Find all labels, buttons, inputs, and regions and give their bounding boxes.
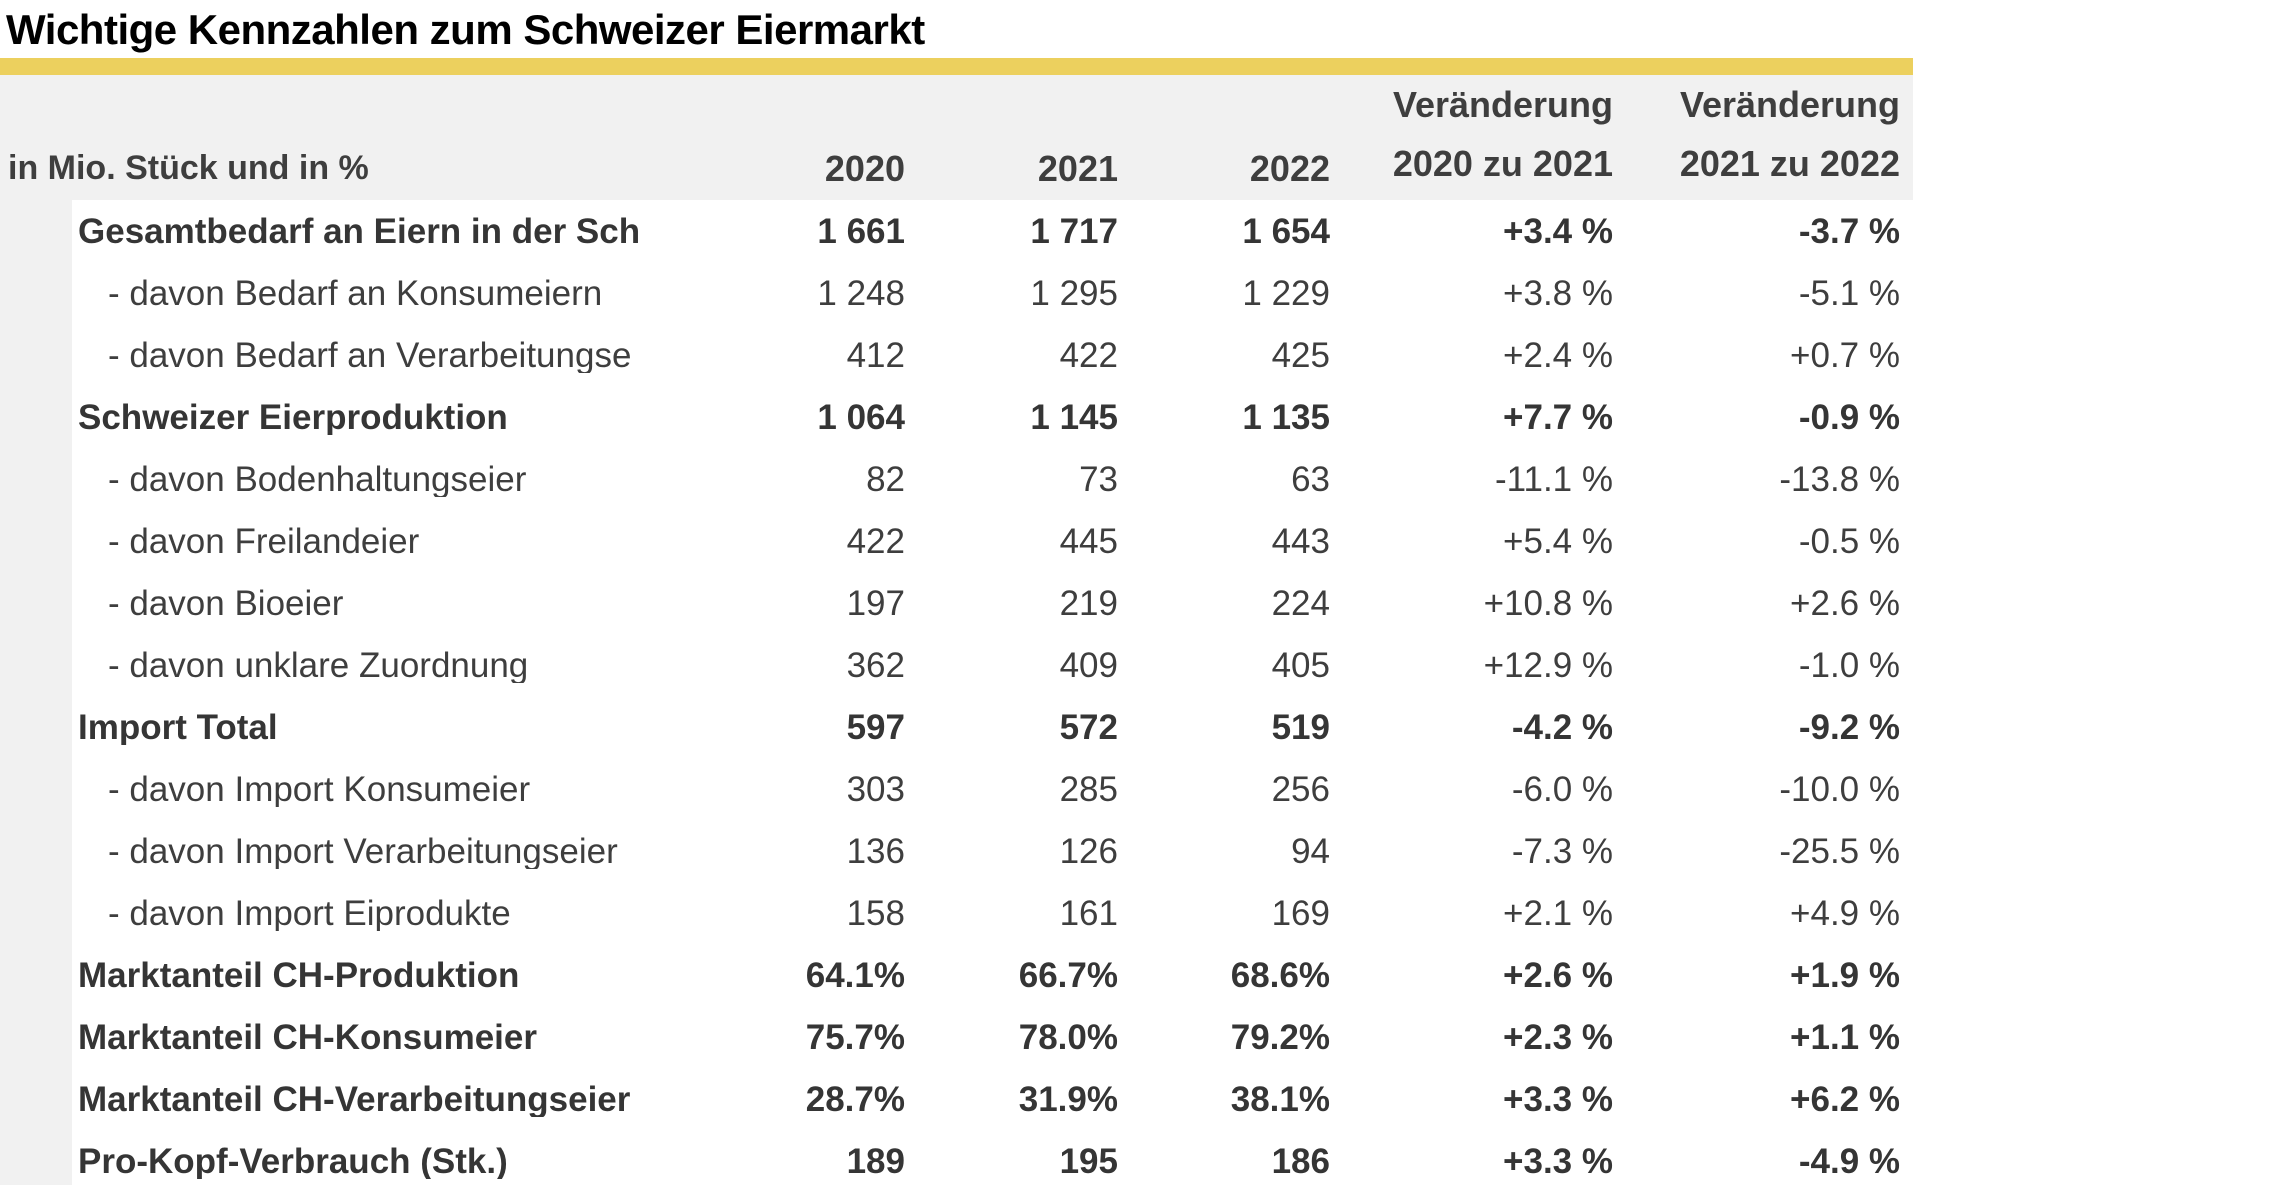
column-header-2022: 2022 <box>1249 148 1330 189</box>
row-label: Gesamtbedarf an Eiern in der Sch <box>78 213 641 249</box>
value-2021: 1 145 <box>1030 397 1118 437</box>
value-2021: 285 <box>1059 769 1118 809</box>
value-2020: 189 <box>846 1141 905 1181</box>
table-row <box>0 820 1900 882</box>
row-label: Import Total <box>78 709 278 745</box>
accent-bar <box>0 58 1913 75</box>
value-2022: 68.6% <box>1230 955 1330 995</box>
row-label: - davon Import Eiprodukte <box>108 895 511 931</box>
value-change-2020-2021: +2.1 % <box>1503 893 1613 933</box>
column-header-change-2021-2022 <box>1613 75 1900 201</box>
row-label: - davon Bedarf an Konsumeiern <box>108 275 603 311</box>
value-2020: 28.7% <box>805 1079 905 1119</box>
value-2020: 422 <box>846 521 905 561</box>
value-2021: 161 <box>1059 893 1118 933</box>
row-label: - davon Bedarf an Verarbeitungse <box>108 337 632 373</box>
value-2022: 443 <box>1271 521 1330 561</box>
change-header-range: 2021 zu 2022 <box>1679 143 1900 184</box>
table-body <box>0 200 1913 1192</box>
table-row <box>0 324 1900 386</box>
change-header-label: Veränderung <box>1392 84 1613 125</box>
value-change-2021-2022: -5.1 % <box>1798 273 1900 313</box>
value-2020: 158 <box>846 893 905 933</box>
value-change-2020-2021: -7.3 % <box>1511 831 1613 871</box>
row-label: - davon Bioeier <box>108 585 344 621</box>
value-2020: 1 064 <box>817 397 905 437</box>
table-row <box>0 882 1900 944</box>
value-2020: 362 <box>846 645 905 685</box>
table-row <box>0 200 1900 262</box>
value-change-2020-2021: -11.1 % <box>1494 459 1613 499</box>
row-label: - davon Import Konsumeier <box>108 771 531 807</box>
value-change-2021-2022: -0.9 % <box>1798 397 1900 437</box>
column-header-2020: 2020 <box>824 148 905 189</box>
column-header-change-2020-2021 <box>1330 75 1613 201</box>
value-change-2021-2022: +0.7 % <box>1790 335 1900 375</box>
value-2021: 1 295 <box>1030 273 1118 313</box>
value-change-2021-2022: +6.2 % <box>1790 1079 1900 1119</box>
value-change-2021-2022: -1.0 % <box>1798 645 1900 685</box>
value-2021: 219 <box>1059 583 1118 623</box>
value-change-2020-2021: +7.7 % <box>1503 397 1613 437</box>
table-row <box>0 696 1900 758</box>
value-2021: 73 <box>1079 459 1118 499</box>
table-row <box>0 262 1900 324</box>
value-change-2021-2022: +1.1 % <box>1790 1017 1900 1057</box>
value-2022: 79.2% <box>1230 1017 1330 1057</box>
value-2022: 1 135 <box>1242 397 1330 437</box>
value-change-2021-2022: -9.2 % <box>1798 707 1900 747</box>
value-2021: 78.0% <box>1018 1017 1118 1057</box>
table-row <box>0 634 1900 696</box>
value-2021: 1 717 <box>1030 211 1118 251</box>
value-change-2021-2022: +2.6 % <box>1790 583 1900 623</box>
table-row <box>0 1068 1900 1130</box>
row-label: - davon Freilandeier <box>108 523 420 559</box>
row-label: Marktanteil CH-Konsumeier <box>78 1019 537 1055</box>
value-2020: 412 <box>846 335 905 375</box>
value-2021: 195 <box>1059 1141 1118 1181</box>
table-row <box>0 944 1900 1006</box>
table-row <box>0 386 1900 448</box>
value-change-2021-2022: -4.9 % <box>1798 1141 1900 1181</box>
table-header <box>0 75 1913 200</box>
row-label: Marktanteil CH-Produktion <box>78 957 520 993</box>
value-change-2020-2021: +3.4 % <box>1503 211 1613 251</box>
change-header-label: Veränderung <box>1679 84 1900 125</box>
value-2022: 38.1% <box>1230 1079 1330 1119</box>
value-change-2020-2021: +3.3 % <box>1503 1079 1613 1119</box>
value-change-2021-2022: -3.7 % <box>1798 211 1900 251</box>
value-2022: 94 <box>1291 831 1330 871</box>
row-label: Marktanteil CH-Verarbeitungseier <box>78 1081 631 1117</box>
value-2020: 1 661 <box>817 211 905 251</box>
value-change-2020-2021: +3.8 % <box>1503 273 1613 313</box>
value-change-2021-2022: -0.5 % <box>1798 521 1900 561</box>
value-2021: 126 <box>1059 831 1118 871</box>
value-2021: 572 <box>1059 707 1118 747</box>
table-row <box>0 510 1900 572</box>
value-2020: 597 <box>846 707 905 747</box>
value-2020: 64.1% <box>805 955 905 995</box>
unit-label: in Mio. Stück und in % <box>8 149 369 187</box>
value-2022: 224 <box>1271 583 1330 623</box>
value-2020: 197 <box>846 583 905 623</box>
value-change-2021-2022: -25.5 % <box>1779 831 1900 871</box>
table-row <box>0 572 1900 634</box>
value-change-2020-2021: +2.3 % <box>1503 1017 1613 1057</box>
value-change-2021-2022: -10.0 % <box>1779 769 1900 809</box>
value-change-2021-2022: -13.8 % <box>1779 459 1900 499</box>
row-label: Pro-Kopf-Verbrauch (Stk.) <box>78 1143 508 1179</box>
row-label: Schweizer Eierproduktion <box>78 399 508 435</box>
value-change-2020-2021: -4.2 % <box>1511 707 1613 747</box>
value-2022: 256 <box>1271 769 1330 809</box>
table-row <box>0 758 1900 820</box>
value-change-2020-2021: +3.3 % <box>1503 1141 1613 1181</box>
value-2022: 186 <box>1271 1141 1330 1181</box>
value-2022: 63 <box>1291 459 1330 499</box>
value-change-2020-2021: +2.6 % <box>1503 955 1613 995</box>
column-header-2021: 2021 <box>1037 148 1118 189</box>
table-row <box>0 1130 1900 1192</box>
value-change-2020-2021: +2.4 % <box>1503 335 1613 375</box>
value-2020: 75.7% <box>805 1017 905 1057</box>
value-change-2020-2021: +12.9 % <box>1483 645 1613 685</box>
value-2021: 31.9% <box>1018 1079 1118 1119</box>
row-label: - davon unklare Zuordnung <box>108 647 529 683</box>
value-2021: 422 <box>1059 335 1118 375</box>
value-2022: 405 <box>1271 645 1330 685</box>
value-change-2021-2022: +1.9 % <box>1790 955 1900 995</box>
page-title: Wichtige Kennzahlen zum Schweizer Eiermarkt <box>6 6 925 53</box>
table-row <box>0 1006 1900 1068</box>
value-2020: 1 248 <box>817 273 905 313</box>
value-2021: 66.7% <box>1018 955 1118 995</box>
value-change-2020-2021: +5.4 % <box>1503 521 1613 561</box>
value-2020: 303 <box>846 769 905 809</box>
row-label: - davon Import Verarbeitungseier <box>108 833 618 869</box>
value-2022: 519 <box>1271 707 1330 747</box>
value-change-2020-2021: -6.0 % <box>1511 769 1613 809</box>
value-2020: 82 <box>866 459 905 499</box>
value-2022: 169 <box>1271 893 1330 933</box>
value-2022: 1 654 <box>1242 211 1330 251</box>
change-header-range: 2020 zu 2021 <box>1392 143 1613 184</box>
value-change-2021-2022: +4.9 % <box>1790 893 1900 933</box>
table-row <box>0 448 1900 510</box>
value-change-2020-2021: +10.8 % <box>1483 583 1613 623</box>
value-2020: 136 <box>846 831 905 871</box>
value-2021: 445 <box>1059 521 1118 561</box>
row-label: - davon Bodenhaltungseier <box>108 461 527 497</box>
value-2021: 409 <box>1059 645 1118 685</box>
value-2022: 425 <box>1271 335 1330 375</box>
value-2022: 1 229 <box>1242 273 1330 313</box>
